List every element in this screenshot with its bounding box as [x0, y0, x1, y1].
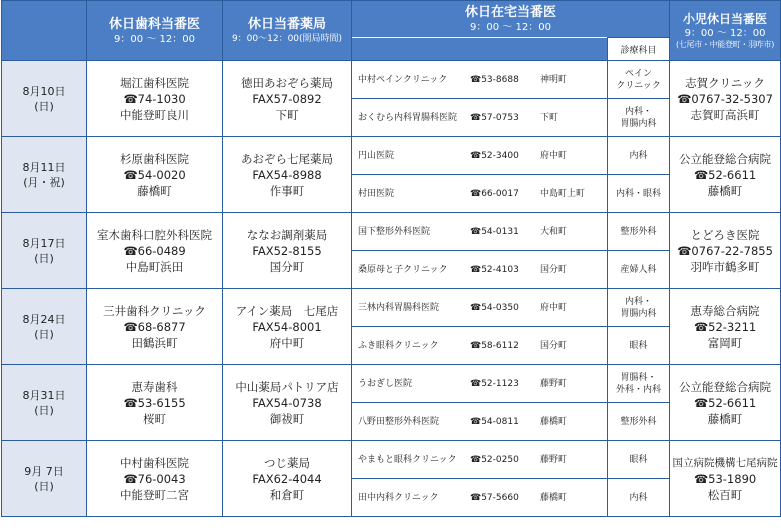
pediatric-name: 公立能登総合病院	[679, 151, 772, 166]
home-doctor-entry	[352, 150, 607, 162]
schedule-body	[2, 61, 781, 517]
dental-cell	[87, 289, 223, 365]
date-label: 8月10日	[22, 84, 66, 98]
day-label: (日)	[34, 479, 54, 493]
home-doctor-entry	[352, 74, 607, 86]
home-doctor-phone: ☎52-1123	[470, 378, 519, 389]
home-doctor-entry	[352, 226, 607, 238]
department-line: クリニック	[616, 80, 661, 91]
pharmacy-name: 中山薬局パトリア店	[235, 379, 339, 394]
home-doctor-name: 八野田整形外科医院	[358, 416, 440, 427]
home-doctor-name: 中村ペインクリニック	[358, 74, 448, 85]
department-line: 内科	[629, 492, 648, 503]
pediatric-name: 国立病院機構七尾病院	[672, 456, 778, 469]
day-label: (日)	[34, 251, 54, 265]
home-doctor-phone: ☎54-0350	[470, 302, 519, 313]
pharmacy-cell	[223, 289, 352, 365]
dental-phone: ☎74-1030	[123, 91, 186, 106]
department-line: 胃腸科・	[620, 372, 657, 383]
header-dental	[87, 1, 223, 61]
header-peds-title: 小児休日当番医	[683, 11, 768, 26]
pediatric-phone: ☎52-3211	[693, 319, 757, 334]
date-label: 8月31日	[22, 388, 66, 402]
home-doctor-cell	[352, 137, 608, 175]
pharmacy-cell	[223, 137, 352, 213]
pharmacy-address: 府中町	[269, 335, 305, 350]
department-line: 産婦人科	[620, 264, 657, 275]
dental-phone: ☎53-6155	[123, 395, 186, 410]
home-doctor-address: 大和町	[540, 226, 568, 237]
header-home-time: 9：00 ～ 12：00	[470, 22, 551, 33]
pediatric-address: 藤橋町	[707, 183, 743, 198]
home-doctor-address: 神明町	[540, 74, 568, 85]
pediatric-cell	[670, 61, 781, 137]
dental-name: 堀江歯科医院	[120, 75, 189, 90]
home-doctor-phone: ☎58-6112	[470, 340, 519, 351]
header-pharmacy-time: 9：00～12：00(開局時間)	[231, 33, 343, 44]
pharmacy-name: アイン薬局 七尾店	[235, 303, 339, 318]
pharmacy-name: つじ薬局	[264, 455, 310, 470]
department-cell	[608, 137, 670, 175]
pediatric-name: とどろき医院	[690, 227, 760, 242]
day-label: (日)	[34, 403, 54, 417]
pediatric-phone: ☎52-6611	[693, 395, 757, 410]
home-doctor-cell	[352, 175, 608, 213]
home-doctor-cell	[352, 289, 608, 327]
department-line: ペイン	[625, 68, 653, 79]
day-label: (日)	[34, 99, 54, 113]
pharmacy-fax: FAX54-8001	[252, 319, 322, 334]
header-dept-label: 診療科目	[608, 38, 670, 61]
pharmacy-cell	[223, 61, 352, 137]
pharmacy-fax: FAX54-0738	[252, 395, 322, 410]
department-line: 内科・	[625, 106, 653, 117]
header-peds-note: (七尾市・中能登町・羽咋市)	[675, 39, 775, 49]
home-doctor-entry	[352, 492, 607, 504]
home-doctor-address: 国分町	[540, 340, 568, 351]
table-row	[2, 289, 781, 327]
home-doctor-name: 三林内科胃腸科医院	[358, 302, 440, 313]
home-doctor-entry	[352, 302, 607, 314]
home-doctor-entry	[352, 378, 607, 390]
home-doctor-phone: ☎52-3400	[470, 150, 519, 161]
day-label: (月・祝)	[23, 175, 65, 189]
pediatric-phone: ☎53-1890	[693, 471, 757, 486]
home-doctor-address: 藤野町	[540, 454, 568, 465]
pharmacy-cell	[223, 213, 352, 289]
header-home-title: 休日在宅当番医	[465, 5, 557, 20]
home-doctor-cell	[352, 365, 608, 403]
dental-cell	[87, 137, 223, 213]
department-line: 内科	[629, 150, 648, 161]
department-cell	[608, 251, 670, 289]
pharmacy-address: 下町	[275, 107, 299, 122]
home-doctor-address: 藤野町	[540, 378, 568, 389]
pharmacy-fax: FAX62-4044	[252, 471, 322, 486]
home-doctor-phone: ☎52-4103	[470, 264, 519, 275]
department-cell	[608, 365, 670, 403]
header-pharmacy-title: 休日当番薬局	[247, 16, 326, 32]
home-doctor-name: うおぎし医院	[358, 378, 413, 389]
home-doctor-address: 中島町上町	[540, 188, 586, 199]
home-doctor-address: 府中町	[540, 302, 568, 313]
department-line: 胃腸内科	[620, 308, 657, 319]
home-doctor-name: やまもと眼科クリニック	[358, 454, 457, 465]
home-doctor-phone: ☎53-8688	[470, 74, 519, 85]
home-doctor-phone: ☎54-0131	[470, 226, 519, 237]
pharmacy-cell	[223, 365, 352, 441]
home-doctor-phone: ☎52-0250	[470, 454, 519, 465]
department-line: 外科・内科	[616, 384, 662, 395]
header-home-spacer	[352, 38, 608, 61]
home-doctor-name: ふき眼科クリニック	[358, 340, 439, 351]
header-peds-time: 9：00 ～ 12：00	[684, 27, 766, 39]
pediatric-address: 藤橋町	[707, 411, 743, 426]
holiday-duty-table	[1, 0, 781, 517]
department-line: 内科・眼科	[616, 188, 662, 199]
pharmacy-name: 徳田あおぞら薬局	[241, 75, 333, 90]
pharmacy-name: あおぞら七尾薬局	[241, 151, 333, 166]
home-doctor-address: 藤橋町	[540, 416, 568, 427]
date-cell	[2, 441, 87, 517]
dental-address: 中島町浜田	[125, 259, 184, 274]
dental-address: 中能登町良川	[120, 107, 189, 122]
pediatric-cell	[670, 213, 781, 289]
pharmacy-address: 国分町	[269, 259, 305, 274]
department-line: 胃腸内科	[620, 118, 657, 129]
home-doctor-phone: ☎57-0753	[470, 112, 519, 123]
home-doctor-cell	[352, 61, 608, 99]
dental-address: 中能登町二宮	[120, 487, 189, 502]
pediatric-address: 松百町	[707, 487, 743, 502]
header-peds	[670, 1, 781, 61]
pediatric-cell	[670, 365, 781, 441]
home-doctor-entry	[352, 340, 607, 352]
home-doctor-cell	[352, 99, 608, 137]
date-cell	[2, 289, 87, 365]
home-doctor-cell	[352, 251, 608, 289]
department-cell	[608, 441, 670, 479]
dental-address: 田鶴浜町	[131, 335, 178, 350]
date-label: 8月17日	[22, 236, 66, 250]
home-doctor-cell	[352, 441, 608, 479]
home-doctor-name: 国下整形外科医院	[358, 226, 431, 237]
dental-phone: ☎68-6877	[123, 319, 186, 334]
dental-address: 桜町	[143, 411, 166, 426]
home-doctor-address: 藤橋町	[540, 492, 568, 503]
home-doctor-name: 田中内科クリニック	[358, 492, 439, 503]
department-line: 内科・	[625, 296, 653, 307]
dental-cell	[87, 213, 223, 289]
header-dental-time: 9：00 ～ 12：00	[114, 33, 195, 45]
dental-phone: ☎76-0043	[123, 471, 186, 486]
department-line: 整形外科	[620, 416, 657, 427]
department-line: 眼科	[629, 454, 648, 465]
home-doctor-address: 下町	[540, 112, 559, 123]
home-doctor-entry	[352, 188, 607, 200]
department-cell	[608, 403, 670, 441]
home-doctor-phone: ☎57-5660	[470, 492, 519, 503]
department-line: 整形外科	[620, 226, 657, 237]
dental-name: 三井歯科クリニック	[103, 303, 206, 318]
pediatric-phone: ☎0767-22-7855	[677, 243, 773, 258]
pharmacy-address: 御祓町	[269, 411, 305, 426]
date-cell	[2, 213, 87, 289]
pharmacy-cell	[223, 441, 352, 517]
department-cell	[608, 99, 670, 137]
home-doctor-entry	[352, 454, 607, 466]
department-cell	[608, 289, 670, 327]
table-row	[2, 213, 781, 251]
dental-name: 恵寿歯科	[131, 379, 178, 394]
dental-cell	[87, 365, 223, 441]
date-cell	[2, 365, 87, 441]
department-cell	[608, 479, 670, 517]
table-row	[2, 137, 781, 175]
table-row	[2, 441, 781, 479]
home-doctor-entry	[352, 112, 607, 124]
home-doctor-cell	[352, 327, 608, 365]
pharmacy-name: ななお調剤薬局	[246, 227, 328, 242]
department-cell	[608, 61, 670, 99]
table-row	[2, 365, 781, 403]
dental-phone: ☎66-0489	[123, 243, 186, 258]
dental-name: 杉原歯科医院	[120, 151, 189, 166]
dental-phone: ☎54-0020	[123, 167, 186, 182]
home-doctor-entry	[352, 416, 607, 428]
pharmacy-fax: FAX57-0892	[252, 91, 322, 106]
home-doctor-cell	[352, 479, 608, 517]
dental-cell	[87, 441, 223, 517]
home-doctor-address: 府中町	[540, 150, 568, 161]
pediatric-phone: ☎52-6611	[693, 167, 757, 182]
pediatric-cell	[670, 289, 781, 365]
department-cell	[608, 175, 670, 213]
home-doctor-name: 村田医院	[358, 188, 395, 199]
table-row	[2, 61, 781, 99]
department-line: 眼科	[629, 340, 648, 351]
pediatric-address: 志賀町高浜町	[690, 107, 760, 122]
header-dental-title: 休日歯科当番医	[108, 16, 200, 32]
day-label: (日)	[34, 327, 54, 341]
dental-address: 藤橋町	[137, 183, 172, 198]
date-label: 8月11日	[22, 160, 66, 174]
pediatric-cell	[670, 441, 781, 517]
department-cell	[608, 213, 670, 251]
home-doctor-name: おくむら内科胃腸科医院	[358, 112, 458, 123]
date-cell	[2, 61, 87, 137]
department-cell	[608, 327, 670, 365]
pharmacy-fax: FAX52-8155	[252, 243, 322, 258]
home-doctor-name: 桑原母と子クリニック	[358, 264, 448, 275]
home-doctor-address: 国分町	[540, 264, 568, 275]
pharmacy-fax: FAX54-8988	[252, 167, 322, 182]
date-cell	[2, 137, 87, 213]
dental-name: 中村歯科医院	[120, 455, 189, 470]
pharmacy-address: 和倉町	[269, 487, 305, 502]
home-doctor-cell	[352, 403, 608, 441]
pediatric-name: 公立能登総合病院	[679, 379, 772, 394]
home-doctor-name: 円山医院	[358, 150, 395, 161]
home-doctor-phone: ☎54-0811	[470, 416, 519, 427]
pediatric-phone: ☎0767-32-5307	[677, 91, 773, 106]
pediatric-name: 志賀クリニック	[685, 75, 765, 90]
date-label: 9月 7日	[24, 464, 64, 478]
pediatric-name: 恵寿総合病院	[690, 303, 760, 318]
home-doctor-cell	[352, 213, 608, 251]
pediatric-address: 富岡町	[707, 335, 743, 350]
dental-cell	[87, 61, 223, 137]
header-pharmacy	[223, 1, 352, 61]
home-doctor-entry	[352, 264, 607, 276]
pharmacy-address: 作事町	[269, 183, 305, 198]
date-label: 8月24日	[22, 312, 66, 326]
dental-name: 室木歯科口腔外科医院	[97, 227, 212, 242]
pediatric-address: 羽咋市鶴多町	[690, 259, 760, 274]
header-date-blank	[2, 1, 87, 61]
header-home	[352, 1, 670, 38]
pediatric-cell	[670, 137, 781, 213]
home-doctor-phone: ☎66-0017	[470, 188, 519, 199]
